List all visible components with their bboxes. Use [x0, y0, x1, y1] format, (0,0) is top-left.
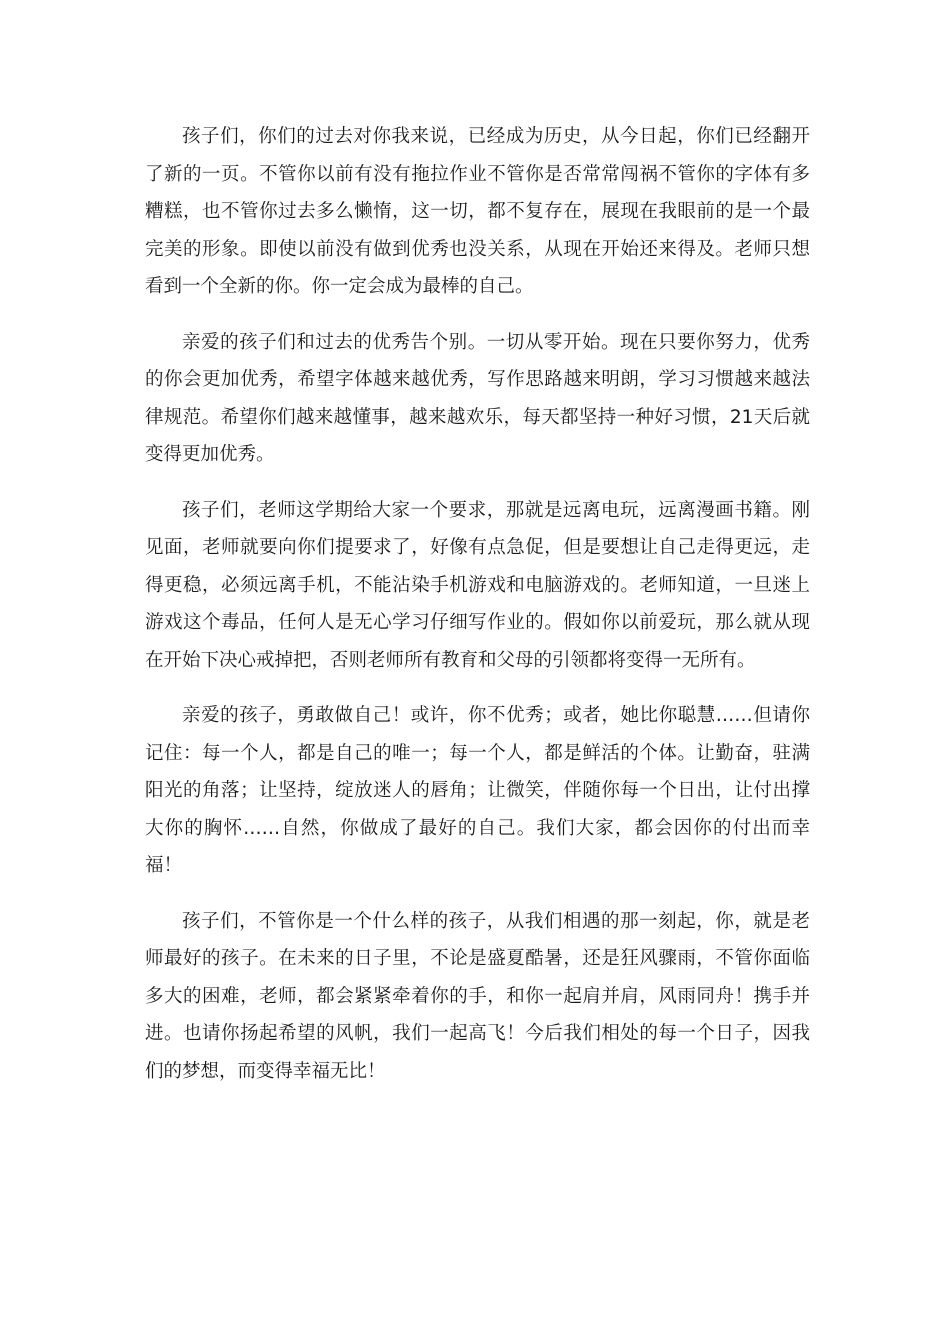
document-body	[145, 118, 810, 1108]
paragraph-2: 亲爱的孩子们和过去的优秀告个别。一切从零开始。现在只要你努力，优秀的你会更加优秀，希望字体越来越优秀，写作思路越来明朗，学习习惯越来越法律规范。希望你们越来越懂事，越来越欢乐，每天都坚持一种好习惯，21天后就变得更加优秀。	[145, 331, 810, 465]
paragraph-5: 孩子们，不管你是一个什么样的孩子，从我们相遇的那一刻起，你，就是老师最好的孩子。在未来的日子里，不论是盛夏酷暑，还是狂风骤雨，不管你面临多大的困难，老师，都会紧紧牵着你的手，和你一起肩并肩，风雨同舟！携手并进。也请你扬起希望的风帆，我们一起高飞！今后我们相处的每一个日子，因我们的梦想，而变得幸福无比！	[145, 910, 810, 1082]
paragraph-3: 孩子们，老师这学期给大家一个要求，那就是远离电玩，远离漫画书籍。刚见面，老师就要向你们提要求了，好像有点急促，但是要想让自己走得更远，走得更稳，必须远离手机，不能沾染手机游戏和电脑游戏的。老师知道，一旦迷上游戏这个毒品，任何人是无心学习仔细写作业的。假如你以前爱玩，那么就从现在开始下决心戒掉把，否则老师所有教育和父母的引领都将变得一无所有。	[145, 499, 810, 671]
paragraph-1: 孩子们，你们的过去对你我来说，已经成为历史，从今日起，你们已经翻开了新的一页。不管你以前有没有拖拉作业不管你是否常常闯祸不管你的字体有多糟糕，也不管你过去多么懒惰，这一切，都不复存在，展现在我眼前的是一个最完美的形象。即使以前没有做到优秀也没关系，从现在开始还来得及。老师只想看到一个全新的你。你一定会成为最棒的自己。	[145, 126, 810, 297]
paragraph-4: 亲爱的孩子，勇敢做自己！或许，你不优秀；或者，她比你聪慧……但请你记住：每一个人，都是自己的唯一；每一个人，都是鲜活的个体。让勤奋，驻满阳光的角落；让坚持，绽放迷人的唇角；让微笑，伴随你每一个日出，让付出撑大你的胸怀……自然，你做成了最好的自己。我们大家，都会因你的付出而幸福！	[145, 705, 810, 876]
